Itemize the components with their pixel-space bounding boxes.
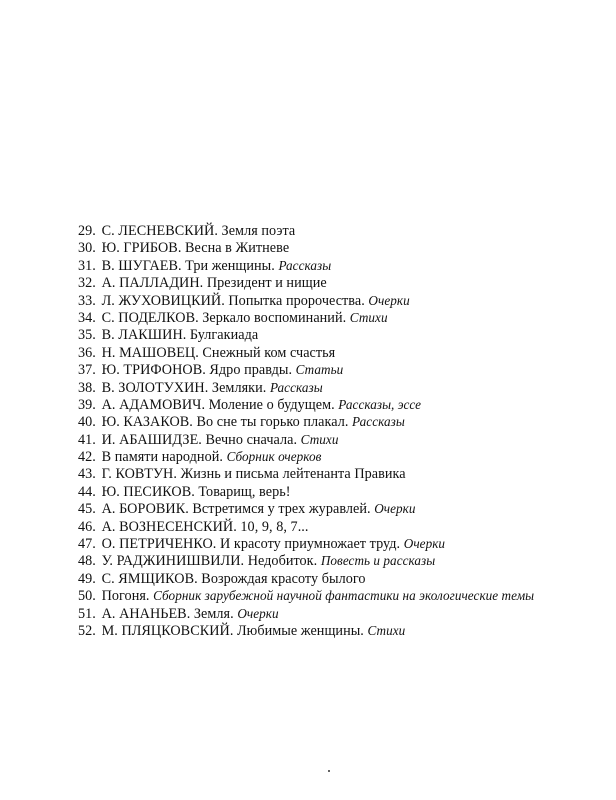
book-entry	[78, 552, 598, 569]
entry-title: М. ПЛЯЦКОВСКИЙ. Любимые женщины.	[98, 622, 368, 639]
book-entry	[78, 396, 598, 413]
entry-title: В. ШУГАЕВ. Три женщины.	[98, 257, 279, 274]
book-entry	[78, 361, 598, 378]
entry-genre: Рассказы	[269, 379, 323, 395]
entry-number: 32.	[78, 275, 96, 292]
entry-number: 42.	[78, 449, 96, 466]
book-entry	[78, 274, 598, 291]
entry-number: 51.	[78, 605, 96, 622]
entry-number: 47.	[78, 536, 96, 553]
entry-number: 37.	[78, 362, 96, 379]
entry-title: Ю. ГРИБОВ. Весна в Житневе	[98, 240, 290, 257]
entry-number: 49.	[78, 570, 96, 587]
entry-number: 43.	[78, 466, 96, 483]
entry-genre: Рассказы	[352, 414, 405, 430]
entry-title: Ю. ПЕСИКОВ. Товарищ, верь!	[98, 483, 291, 500]
entry-number: 30.	[78, 240, 96, 257]
entry-number: 41.	[78, 431, 96, 448]
entry-genre: Стихи	[367, 622, 406, 638]
entry-number: 39.	[78, 396, 96, 413]
entry-genre: Стихи	[300, 431, 339, 447]
entry-number: 52.	[78, 622, 96, 639]
entry-title: А. АДАМОВИЧ. Моление о будущем.	[98, 396, 339, 413]
entry-number: 44.	[78, 483, 96, 500]
entry-title: С. ЛЕСНЕВСКИЙ. Земля поэта	[98, 223, 296, 239]
book-entry	[78, 326, 598, 343]
entry-title: Г. КОВТУН. Жизнь и письма лейтенанта Правика	[98, 466, 406, 483]
entry-number: 31.	[78, 257, 96, 274]
entry-title: В памяти народной.	[98, 449, 227, 466]
book-entry	[78, 239, 598, 256]
entry-title: И. АБАШИДЗЕ. Вечно сначала.	[98, 431, 301, 448]
entry-genre: Очерки	[368, 292, 410, 308]
book-entry	[78, 535, 598, 552]
entry-title: А. АНАНЬЕВ. Земля.	[98, 605, 238, 622]
entry-genre: Рассказы	[278, 257, 332, 273]
book-entry	[78, 431, 598, 448]
book-entry	[78, 292, 598, 309]
book-entry	[78, 413, 598, 430]
entry-number: 34.	[78, 309, 96, 326]
book-entry	[78, 379, 598, 396]
entry-title: В. ЛАКШИН. Булгакиада	[98, 327, 259, 344]
entry-number: 33.	[78, 292, 96, 309]
entry-genre: Повесть и рассказы	[320, 553, 436, 569]
book-entry	[78, 483, 598, 500]
entry-title: Ю. КАЗАКОВ. Во сне ты горько плакал.	[98, 414, 353, 431]
entry-title: А. БОРОВИК. Встретимся у трех журавлей.	[98, 501, 375, 518]
book-entry	[78, 605, 598, 622]
entry-genre: Статьи	[295, 362, 344, 378]
entry-title: Ю. ТРИФОНОВ. Ядро правды.	[98, 362, 296, 379]
book-entry	[78, 309, 598, 326]
entry-title: Л. ЖУХОВИЦКИЙ. Попытка пророчества.	[98, 292, 369, 309]
book-entry	[78, 465, 598, 482]
entry-number: 45.	[78, 501, 96, 518]
entry-genre: Очерки	[237, 605, 279, 621]
book-entry	[78, 222, 598, 239]
entry-title: С. ЯМЩИКОВ. Возрождая красоту былого	[98, 570, 366, 587]
entry-number: 40.	[78, 414, 96, 431]
entry-genre: Рассказы, эссе	[338, 396, 421, 412]
entry-number: 50.	[78, 588, 96, 605]
entry-title: У. РАДЖИНИШВИЛИ. Недобиток.	[98, 553, 321, 570]
entry-title: Погоня.	[98, 588, 154, 605]
book-list	[78, 222, 598, 639]
entry-number: 46.	[78, 518, 96, 535]
entry-title: Н. МАШОВЕЦ. Снежный ком счастья	[98, 344, 336, 361]
entry-title: В. ЗОЛОТУХИН. Земляки.	[98, 379, 270, 396]
book-entry	[78, 587, 598, 604]
book-entry	[78, 518, 598, 535]
entry-title: О. ПЕТРИЧЕНКО. И красоту приумножает труд.	[98, 536, 404, 553]
entry-genre: Очерки	[403, 536, 446, 552]
entry-title: А. ВОЗНЕСЕНСКИЙ. 10, 9, 8, 7...	[98, 518, 309, 535]
entry-genre: Стихи	[349, 309, 388, 325]
entry-number: 35.	[78, 327, 96, 344]
book-entry	[78, 622, 598, 639]
book-entry	[78, 500, 598, 517]
book-entry	[78, 448, 598, 465]
entry-genre: Сборник очерков	[226, 449, 322, 465]
page-mark	[328, 770, 330, 772]
book-entry	[78, 257, 598, 274]
book-entry	[78, 344, 598, 361]
entry-number: 29.	[78, 223, 96, 239]
entry-title: А. ПАЛЛАДИН. Президент и нищие	[98, 275, 327, 292]
entry-number: 48.	[78, 553, 96, 570]
entry-number: 36.	[78, 344, 96, 361]
entry-genre: Очерки	[374, 501, 416, 517]
entry-number: 38.	[78, 379, 96, 396]
book-entry	[78, 570, 598, 587]
entry-genre: Сборник зарубежной научной фантастики на экологические темы	[153, 588, 535, 604]
entry-title: С. ПОДЕЛКОВ. Зеркало воспоминаний.	[98, 309, 350, 326]
